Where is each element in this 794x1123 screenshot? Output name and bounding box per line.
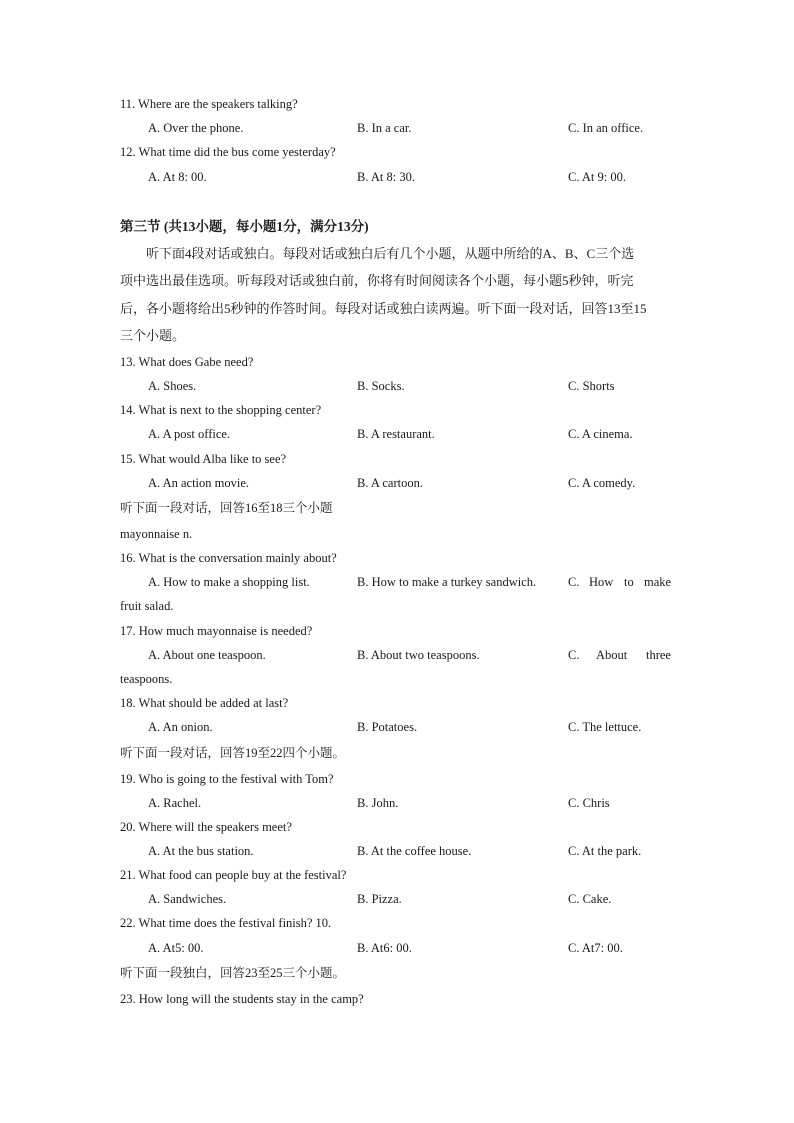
option-a: A. At 8: 00. [148, 170, 207, 184]
instructions-line: 项中选出最佳选项。听每段对话或独白前，你将有时间阅读各个小题，每小题5秒钟，听完 [120, 273, 634, 288]
question-19: 19. Who is going to the festival with Tom? [120, 772, 334, 786]
option-a: A. How to make a shopping list. [148, 575, 310, 589]
option-a: A. At the bus station. [148, 844, 254, 858]
option-a: A. About one teaspoon. [148, 648, 266, 662]
dialogue-note-19: 听下面一段对话，回答19至22四个小题。 [120, 746, 346, 760]
section-heading: 第三节 (共13小题，每小题1分，满分13分) [120, 219, 369, 234]
question-16: 16. What is the conversation mainly about? [120, 551, 337, 565]
options-13 [148, 378, 674, 394]
option-a: A. An onion. [148, 720, 213, 734]
monologue-note-23: 听下面一段独白，回答23至25三个小题。 [120, 966, 346, 980]
option-b: B. A cartoon. [357, 476, 423, 490]
question-18: 18. What should be added at last? [120, 696, 289, 710]
option-b: B. At6: 00. [357, 941, 412, 955]
option-a: A. Rachel. [148, 796, 202, 810]
options-20 [148, 843, 674, 859]
option-a: A. Shoes. [148, 379, 197, 393]
option-c [568, 574, 674, 590]
options-21 [148, 891, 674, 907]
options-15 [148, 475, 674, 491]
option-b: B. At the coffee house. [357, 844, 472, 858]
option-c: C. A cinema. [568, 427, 633, 441]
option-c-continued: fruit salad. [120, 599, 174, 613]
instructions-line: 听下面4段对话或独白。每段对话或独白后有几个小题，从题中所给的A、B、C三个选 [146, 246, 635, 261]
option-c-word: C. [568, 648, 580, 662]
option-c-word: three [646, 648, 671, 662]
options-12 [148, 169, 674, 185]
instructions-line: 后，各小题将给出5秒钟的作答时间。每段对话或独白读两遍。听下面一段对话，回答13至15 [120, 301, 647, 316]
option-c-word: About [596, 648, 628, 662]
question-15: 15. What would Alba like to see? [120, 452, 287, 466]
option-c: C. Shorts [568, 379, 615, 393]
option-c-word: How [589, 575, 614, 589]
options-14 [148, 426, 674, 442]
option-b: B. In a car. [357, 121, 412, 135]
option-b: B. A restaurant. [357, 427, 435, 441]
option-c: C. A comedy. [568, 476, 636, 490]
option-b: B. How to make a turkey sandwich. [357, 575, 537, 589]
dialogue-note-16: 听下面一段对话，回答16至18三个小题 [120, 501, 333, 515]
options-16 [148, 574, 674, 590]
option-c: C. In an office. [568, 121, 644, 135]
option-c: C. Cake. [568, 892, 612, 906]
option-a: A. Sandwiches. [148, 892, 227, 906]
options-17 [148, 647, 674, 663]
option-c: C. At the park. [568, 844, 642, 858]
question-23: 23. How long will the students stay in the camp? [120, 992, 364, 1006]
option-c: C. At 9: 00. [568, 170, 626, 184]
option-c [568, 647, 674, 663]
instructions-line: 三个小题。 [120, 328, 186, 343]
options-19 [148, 795, 674, 811]
question-20: 20. Where will the speakers meet? [120, 820, 292, 834]
option-c: C. The lettuce. [568, 720, 642, 734]
option-c: C. Chris [568, 796, 610, 810]
question-21: 21. What food can people buy at the festival? [120, 868, 347, 882]
option-b: B. Pizza. [357, 892, 402, 906]
question-13: 13. What does Gabe need? [120, 355, 254, 369]
option-a: A. Over the phone. [148, 121, 244, 135]
option-a: A. A post office. [148, 427, 231, 441]
option-c: C. At7: 00. [568, 941, 623, 955]
vocab-note: mayonnaise n. [120, 527, 193, 541]
question-11: 11. Where are the speakers talking? [120, 97, 298, 111]
option-c-word: make [644, 575, 672, 589]
option-c-word: C. [568, 575, 580, 589]
option-c-continued: teaspoons. [120, 672, 173, 686]
option-a: A. At5: 00. [148, 941, 204, 955]
option-b: B. About two teaspoons. [357, 648, 480, 662]
question-12: 12. What time did the bus come yesterday? [120, 145, 336, 159]
question-22: 22. What time does the festival finish? 10. [120, 916, 332, 930]
option-c-word: to [624, 575, 634, 589]
options-22 [148, 940, 674, 956]
option-b: B. At 8: 30. [357, 170, 415, 184]
option-b: B. John. [357, 796, 399, 810]
option-b: B. Socks. [357, 379, 405, 393]
question-14: 14. What is next to the shopping center? [120, 403, 322, 417]
options-11 [148, 120, 674, 136]
options-18 [148, 719, 674, 735]
question-17: 17. How much mayonnaise is needed? [120, 624, 313, 638]
option-b: B. Potatoes. [357, 720, 418, 734]
option-a: A. An action movie. [148, 476, 250, 490]
